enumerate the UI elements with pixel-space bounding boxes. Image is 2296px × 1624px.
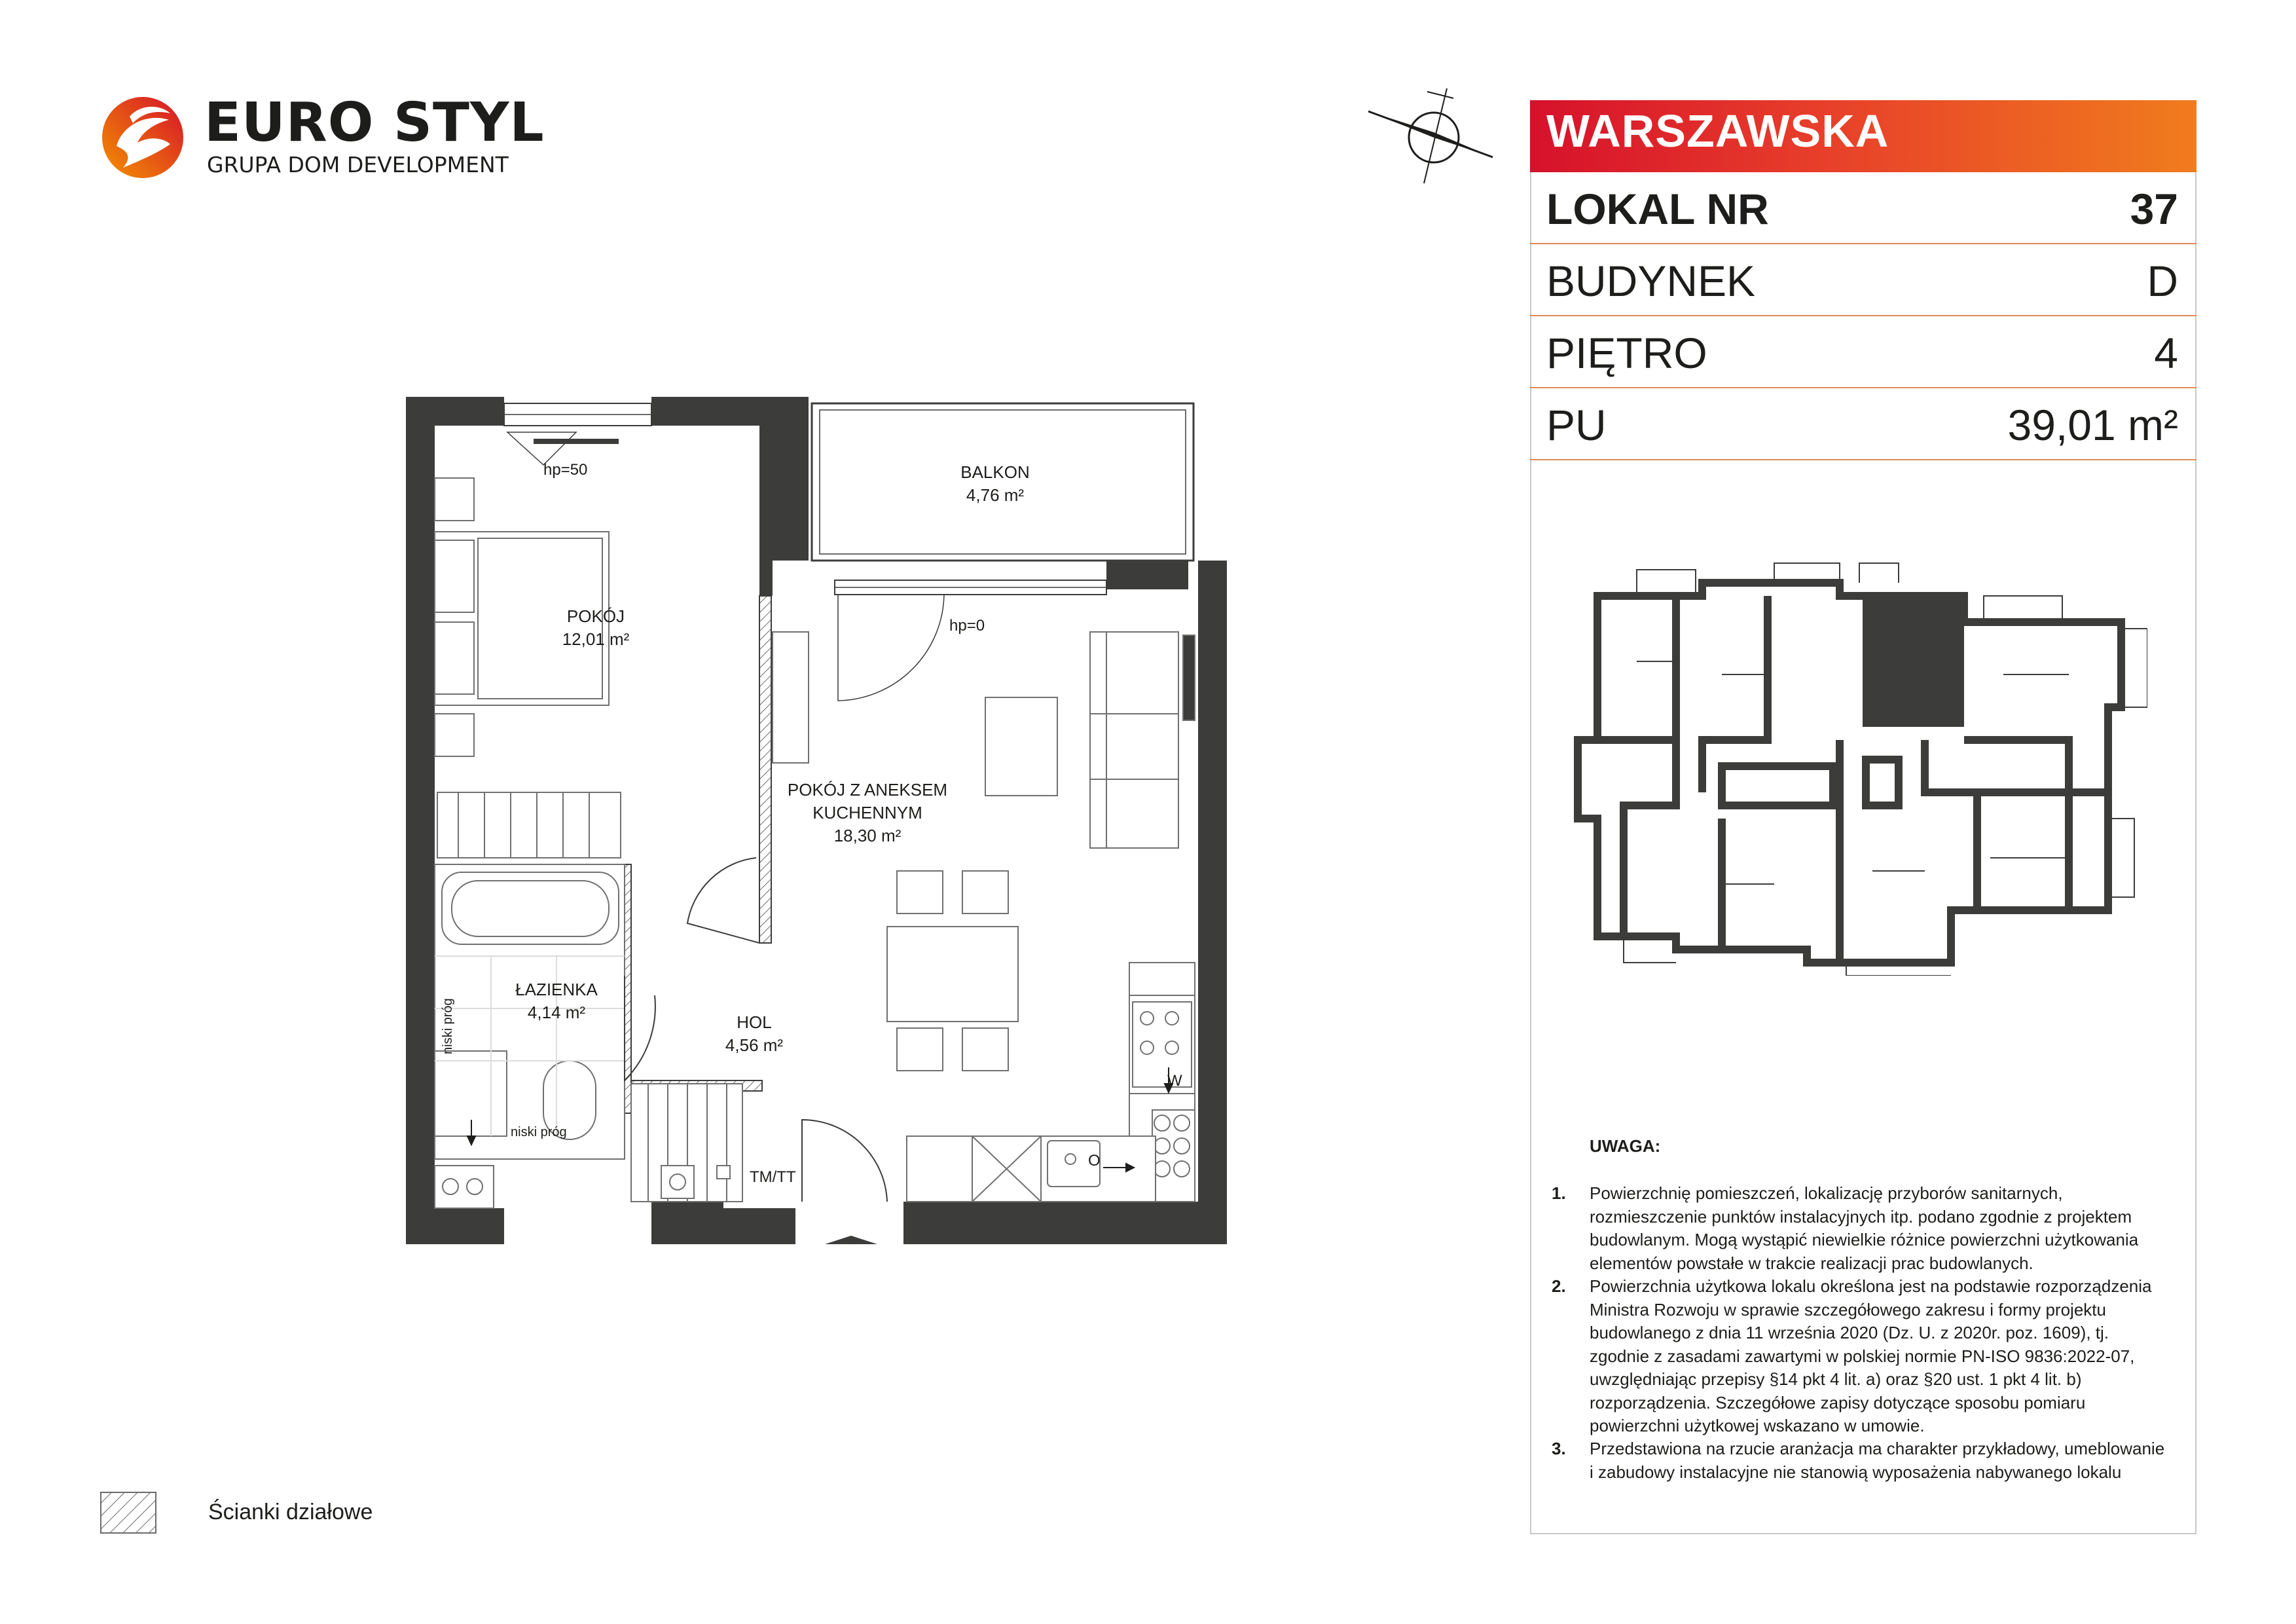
info-label: BUDYNEK	[1546, 257, 1756, 305]
label-w: W	[1167, 1072, 1182, 1090]
north-arrow-icon	[1362, 85, 1506, 190]
label-hp50: hp=50	[543, 461, 588, 479]
window-bedroom	[504, 403, 651, 465]
brand-name: EURO STYL	[204, 92, 545, 154]
room-name-lazienka: ŁAZIENKA	[515, 980, 598, 999]
info-value: D	[2147, 257, 2178, 305]
balcony-door	[835, 580, 1106, 701]
room-area-hol: 4,56 m²	[725, 1035, 784, 1055]
project-name: WARSZAWSKA	[1546, 105, 1889, 157]
info-value: 39,01 m²	[2007, 401, 2178, 449]
note-text: Powierzchnię pomieszczeń, lokalizację przyborów sanitarnych, rozmieszczenie punktów instalacyjnych itp. podano zgodnie z projektem budowlanym. Mogą wystąpić niewielkie różnice powierzchni użytkowania elementów powstałe w trakcie realizacji prac budowlanych.	[1590, 1183, 2139, 1273]
note-number: 1.	[1552, 1183, 1566, 1203]
note-number: 3.	[1552, 1439, 1566, 1458]
balcony-outline	[812, 403, 1194, 561]
label-tm-tt: TM/TT	[750, 1168, 796, 1186]
label-niski-prog: niski próg	[511, 1125, 567, 1139]
info-row-pu	[1530, 388, 2196, 460]
info-row-budynek	[1530, 244, 2196, 316]
room-name-hol: HOL	[737, 1012, 772, 1032]
info-label: LOKAL NR	[1546, 185, 1769, 233]
room-area-lazienka: 4,14 m²	[527, 1003, 586, 1022]
legend-label: Ścianki działowe	[208, 1500, 373, 1524]
info-value: 4	[2154, 329, 2178, 377]
info-label: PIĘTRO	[1546, 329, 1707, 377]
label-hp0: hp=0	[949, 617, 985, 635]
room-name-pokoj-aneks-2: KUCHENNYM	[812, 803, 922, 822]
room-name-pokoj: POKÓJ	[566, 606, 625, 626]
note-text: Powierzchnia użytkowa lokalu określona jest na podstawie rozporządzenia Ministra Rozwoju w sprawie szczegółowego zakresu i formy projektu budowlanego z dnia 11 września 2020 (Dz. U. z 2020r. poz. 1609), tj. zgodnie z zasadami zawartymi w polskiej normie PN-ISO 9836:2022-07, uwzględniając przepisy §14 pkt 4 lit. a) oraz §20 ust. 1 pkt 4 lit. b) rozporządzenia. Szczegółowe zapisy dotyczące sposobu pomiaru powierzchni użytkowej wskazano w umowie.	[1590, 1276, 2152, 1435]
room-area-pokoj: 12,01 m²	[562, 629, 630, 649]
notes-title: UWAGA:	[1590, 1136, 1661, 1156]
building-key-plan	[1558, 544, 2147, 976]
note-text: Przedstawiona na rzucie aranżacja ma charakter przykładowy, umeblowanie i zabudowy instalacyjne nie stanowią wyposażenia nabywanego lokalu	[1590, 1439, 2165, 1482]
label-o: O	[1088, 1152, 1101, 1170]
hatch-pattern-icon	[100, 1491, 157, 1534]
brand-subtitle: GRUPA DOM DEVELOPMENT	[207, 152, 509, 177]
info-label: PU	[1546, 401, 1607, 449]
info-row-lokal	[1530, 172, 2196, 244]
info-value: 37	[2130, 185, 2178, 233]
label-niski-prog-vertical: niski próg	[441, 998, 455, 1054]
info-row-pietro	[1530, 316, 2196, 388]
apartment-floor-plan	[393, 386, 1244, 1264]
room-name-balkon: BALKON	[960, 462, 1030, 482]
room-area-pokoj-aneks: 18,30 m²	[833, 826, 902, 845]
flame-logo-icon	[97, 90, 189, 182]
room-name-pokoj-aneks-1: POKÓJ Z ANEKSEM	[787, 780, 948, 800]
note-number: 2.	[1552, 1276, 1566, 1296]
room-area-balkon: 4,76 m²	[966, 485, 1025, 505]
